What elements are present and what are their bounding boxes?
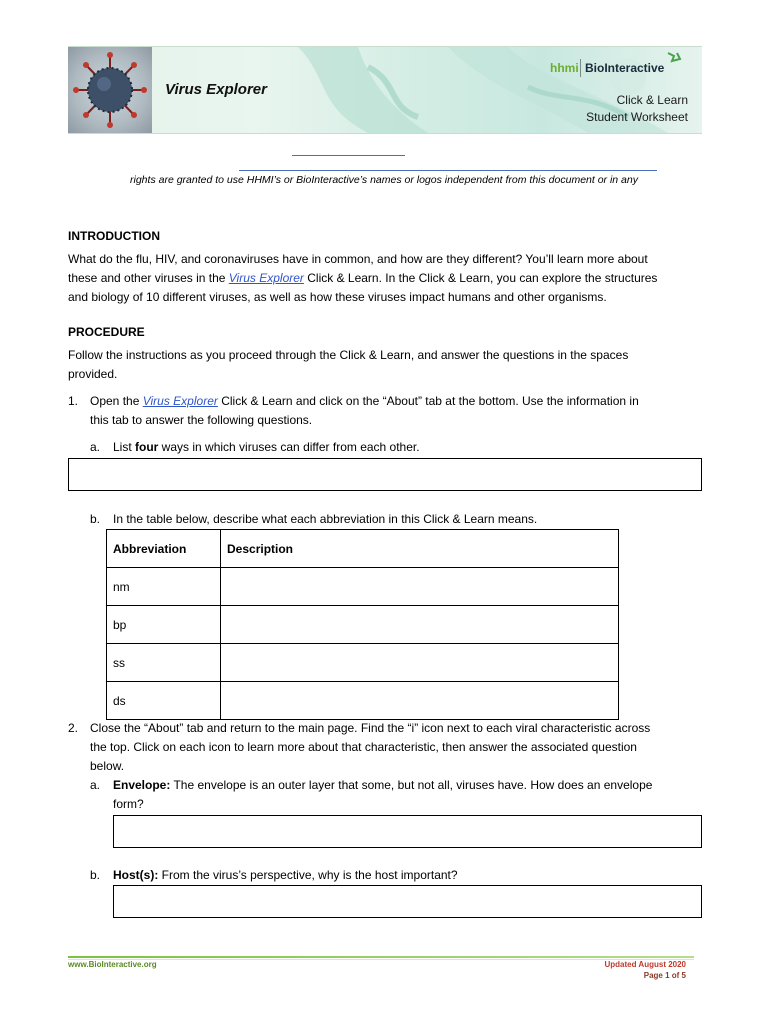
table-header-description: Description <box>221 530 619 568</box>
intro-line-3: and biology of 10 different viruses, as well as how these viruses impact humans and other organisms. <box>68 290 607 304</box>
biointeractive-logo: BioInteractive <box>585 61 665 75</box>
header-subtitle-click-learn: Click & Learn <box>616 93 688 107</box>
footer-rule-light <box>68 959 694 960</box>
question-2b-letter: b. <box>90 868 101 882</box>
question-2-line-2: the top. Click on each icon to learn more about that characteristic, then answer the associated question <box>90 740 637 754</box>
question-1-line-1 <box>90 392 710 411</box>
question-2-text <box>90 719 710 776</box>
question-2a-text <box>113 776 703 814</box>
answer-box-1a[interactable] <box>68 458 702 491</box>
table-row <box>107 682 619 720</box>
rights-notice: rights are granted to use HHMI’s or BioInteractive’s names or logos independent from this document or in any <box>130 174 638 186</box>
virus-explorer-link-q1[interactable]: Virus Explorer <box>142 394 218 408</box>
logo-divider <box>580 59 581 77</box>
question-2b-bold: Host(s): <box>113 868 159 882</box>
intro-line-2 <box>68 269 708 288</box>
table-row <box>107 568 619 606</box>
question-1-line-2: this tab to answer the following questions. <box>90 413 313 427</box>
procedure-line-2: provided. <box>68 367 118 381</box>
question-1b-text: In the table below, describe what each abbreviation in this Click & Learn means. <box>113 512 538 526</box>
footer-page-number: Page 1 of 5 <box>643 971 686 980</box>
question-2-line-1: Close the “About” tab and return to the main page. Find the “i” icon next to each viral characteristic across <box>90 721 651 735</box>
question-1b-letter: b. <box>90 512 101 526</box>
question-2b-text <box>113 866 703 885</box>
intro-heading: INTRODUCTION <box>68 229 160 243</box>
divider-long <box>239 170 657 171</box>
hhmi-logo: hhmi <box>550 61 579 75</box>
question-1-start: Open the <box>90 394 143 408</box>
question-2-line-3: below. <box>90 759 125 773</box>
question-2a-line-1 <box>113 776 703 795</box>
procedure-line-1: Follow the instructions as you proceed through the Click & Learn, and answer the questions in the spaces <box>68 348 629 362</box>
description-cell[interactable] <box>221 682 619 720</box>
abbreviation-cell: ds <box>107 682 221 720</box>
question-1a-text <box>113 438 703 457</box>
virus-icon <box>68 47 152 133</box>
question-2a-letter: a. <box>90 778 101 792</box>
table-row <box>107 606 619 644</box>
header-subtitle-worksheet: Student Worksheet <box>586 110 688 124</box>
abbreviation-cell: bp <box>107 606 221 644</box>
virus-image <box>68 47 152 133</box>
answer-box-2b[interactable] <box>113 885 702 918</box>
intro-line-2-start: these and other viruses in the <box>68 271 229 285</box>
footer-website[interactable]: www.BioInteractive.org <box>68 960 157 969</box>
question-1a-letter: a. <box>90 440 101 454</box>
abbreviation-cell: ss <box>107 644 221 682</box>
intro-line-2-end: Click & Learn. In the Click & Learn, you can explore the structures <box>303 271 658 285</box>
table-row <box>107 644 619 682</box>
question-2b-rest: From the virus’s perspective, why is the host important? <box>158 868 458 882</box>
question-2a-bold: Envelope: <box>113 778 171 792</box>
question-1a-start: List <box>113 440 136 454</box>
footer-updated: Updated August 2020 <box>604 960 686 969</box>
question-1-number: 1. <box>68 394 79 408</box>
question-2a-rest: The envelope is an outer layer that some, but not all, viruses have. How does an envelope <box>170 778 653 792</box>
description-cell[interactable] <box>221 606 619 644</box>
question-2a-line-2: form? <box>113 797 144 811</box>
description-cell[interactable] <box>221 568 619 606</box>
question-1-end: Click & Learn and click on the “About” tab at the bottom. Use the information in <box>217 394 639 408</box>
intro-paragraph <box>68 250 708 307</box>
virus-explorer-link[interactable]: Virus Explorer <box>228 271 304 285</box>
question-1-text <box>90 392 710 430</box>
table-header-abbreviation: Abbreviation <box>107 530 221 568</box>
abbreviation-table <box>106 529 619 720</box>
answer-box-2a[interactable] <box>113 815 702 848</box>
question-2-number: 2. <box>68 721 79 735</box>
footer-rule <box>68 956 694 958</box>
page-title: Virus Explorer <box>165 81 267 98</box>
description-cell[interactable] <box>221 644 619 682</box>
header-banner <box>68 46 702 134</box>
intro-line-1: What do the flu, HIV, and coronaviruses have in common, and how are they different? You’ll learn more about <box>68 252 648 266</box>
question-1a-end: ways in which viruses can differ from each other. <box>158 440 420 454</box>
procedure-heading: PROCEDURE <box>68 325 145 339</box>
abbreviation-cell: nm <box>107 568 221 606</box>
procedure-paragraph <box>68 346 708 384</box>
question-1a-bold: four <box>135 440 159 454</box>
divider-short <box>292 155 405 156</box>
table-header-row <box>107 530 619 568</box>
